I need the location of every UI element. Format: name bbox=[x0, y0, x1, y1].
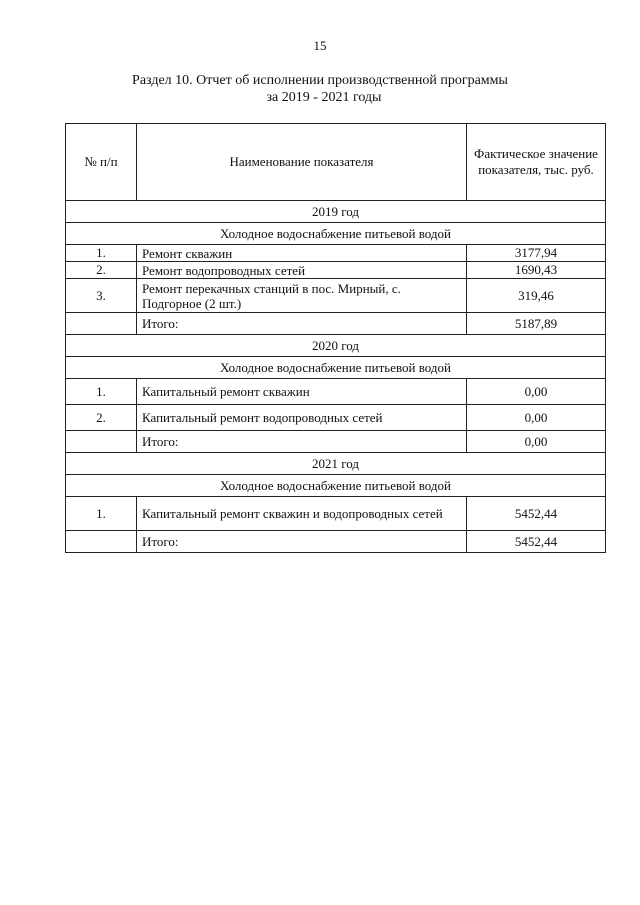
table-row bbox=[66, 405, 606, 431]
total-value: 0,00 bbox=[467, 431, 606, 453]
section-label: Холодное водоснабжение питьевой водой bbox=[66, 357, 606, 379]
page-number: 15 bbox=[313, 38, 327, 53]
row-value: 0,00 bbox=[467, 405, 606, 431]
row-num: 1. bbox=[66, 245, 137, 262]
section-row-2020 bbox=[66, 357, 606, 379]
table-row bbox=[66, 245, 606, 262]
section-label: Холодное водоснабжение питьевой водой bbox=[66, 475, 606, 497]
row-value: 319,46 bbox=[467, 279, 606, 313]
total-label: Итого: bbox=[137, 531, 467, 553]
section-row-2019 bbox=[66, 223, 606, 245]
year-row-2021 bbox=[66, 453, 606, 475]
row-num: 3. bbox=[66, 279, 137, 313]
row-num: 2. bbox=[66, 262, 137, 279]
year-row-2020 bbox=[66, 335, 606, 357]
total-num-cell bbox=[66, 531, 137, 553]
header-num: № п/п bbox=[66, 124, 137, 201]
total-num-cell bbox=[66, 313, 137, 335]
row-num: 2. bbox=[66, 405, 137, 431]
row-name: Капитальный ремонт скважин bbox=[137, 379, 467, 405]
year-row-2019 bbox=[66, 201, 606, 223]
row-name: Капитальный ремонт скважин и водопроводных сетей bbox=[137, 497, 467, 531]
document-title bbox=[0, 72, 640, 106]
row-value: 3177,94 bbox=[467, 245, 606, 262]
row-name: Ремонт перекачных станций в пос. Мирный, с. Подгорное (2 шт.) bbox=[137, 279, 467, 313]
header-value: Фактическое значение показателя, тыс. руб. bbox=[467, 124, 606, 201]
row-name: Капитальный ремонт водопроводных сетей bbox=[137, 405, 467, 431]
table-row bbox=[66, 497, 606, 531]
total-value: 5452,44 bbox=[467, 531, 606, 553]
total-num-cell bbox=[66, 431, 137, 453]
total-label: Итого: bbox=[137, 313, 467, 335]
total-row bbox=[66, 313, 606, 335]
row-name: Ремонт скважин bbox=[137, 245, 467, 262]
row-num: 1. bbox=[66, 497, 137, 531]
title-line-2: за 2019 - 2021 годы bbox=[266, 90, 382, 105]
total-value: 5187,89 bbox=[467, 313, 606, 335]
report-table bbox=[65, 123, 606, 553]
row-value: 0,00 bbox=[467, 379, 606, 405]
table-row bbox=[66, 379, 606, 405]
section-row-2021 bbox=[66, 475, 606, 497]
section-label: Холодное водоснабжение питьевой водой bbox=[66, 223, 606, 245]
header-name: Наименование показателя bbox=[137, 124, 467, 201]
year-label: 2021 год bbox=[66, 453, 606, 475]
total-row bbox=[66, 531, 606, 553]
row-value: 5452,44 bbox=[467, 497, 606, 531]
title-line-1: Раздел 10. Отчет об исполнении производственной программы bbox=[132, 73, 508, 88]
year-label: 2019 год bbox=[66, 201, 606, 223]
year-label: 2020 год bbox=[66, 335, 606, 357]
table-row bbox=[66, 279, 606, 313]
total-label: Итого: bbox=[137, 431, 467, 453]
row-num: 1. bbox=[66, 379, 137, 405]
header-row bbox=[66, 124, 606, 201]
row-name: Ремонт водопроводных сетей bbox=[137, 262, 467, 279]
table-row bbox=[66, 262, 606, 279]
row-value: 1690,43 bbox=[467, 262, 606, 279]
total-row bbox=[66, 431, 606, 453]
